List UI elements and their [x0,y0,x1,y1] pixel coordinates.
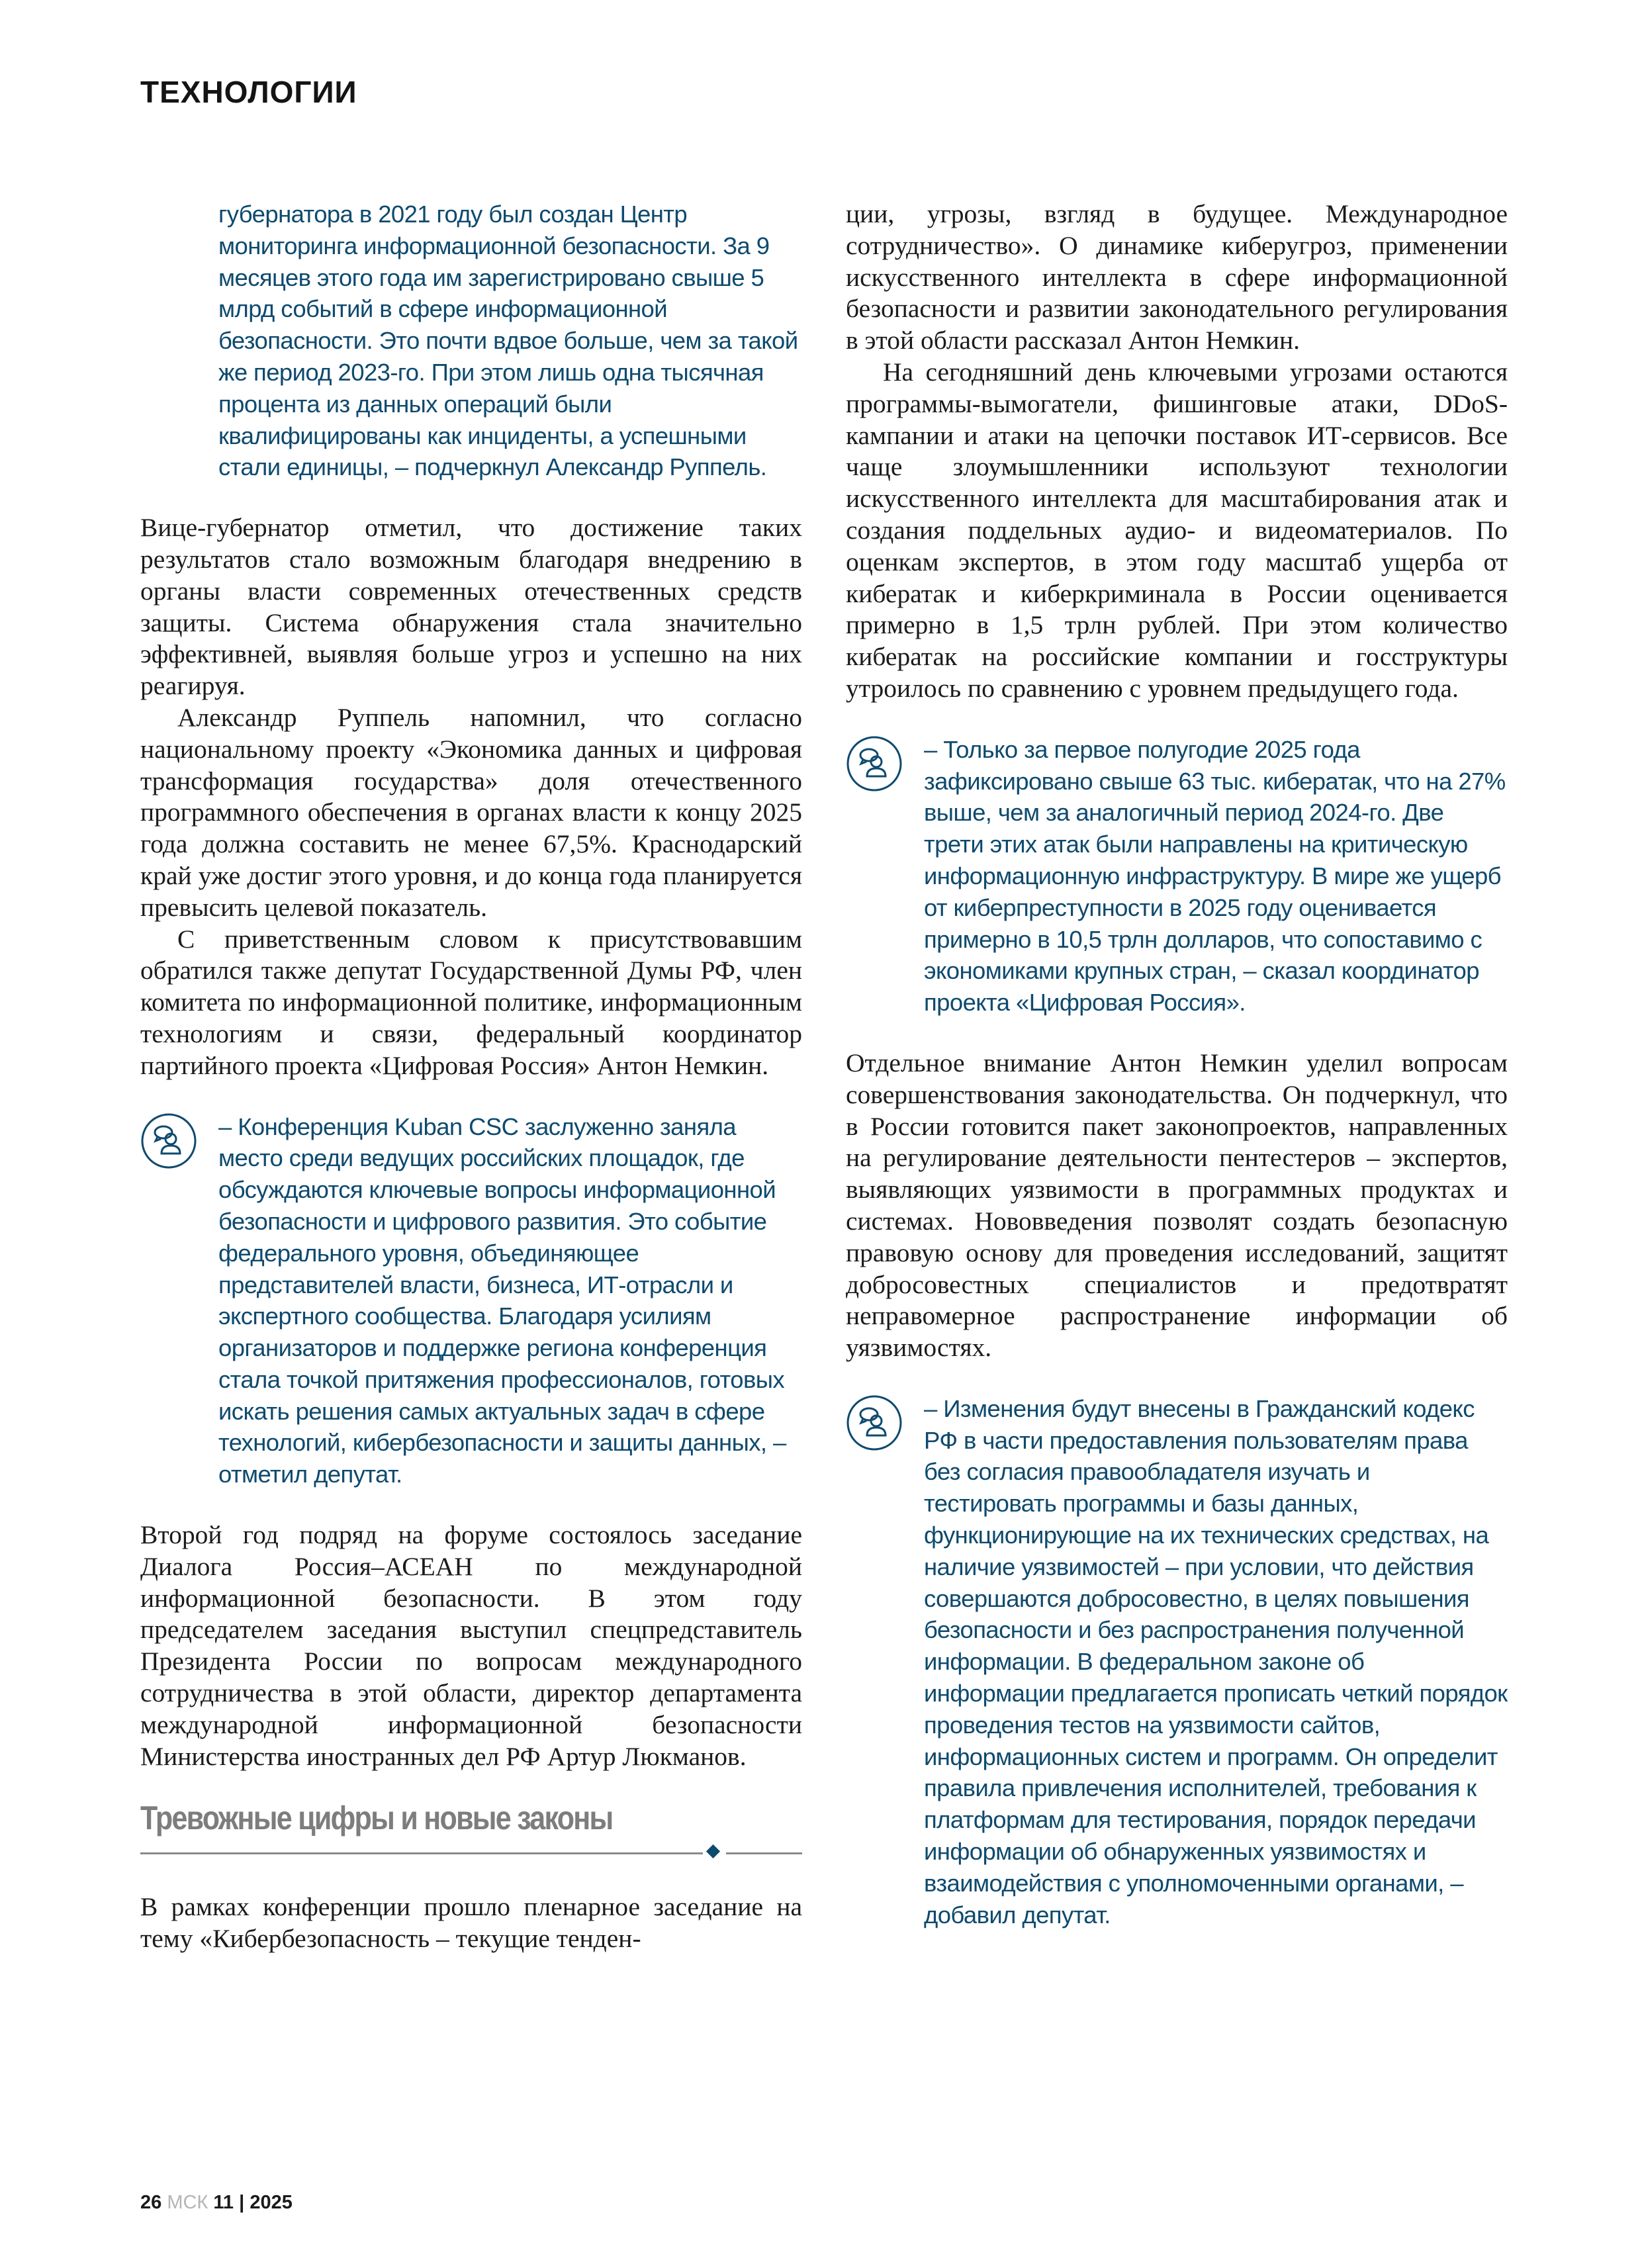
speech-bubble-person-icon [140,1112,197,1169]
quote-text: губернатора в 2021 году был создан Центр мониторинга информационной безопасности. За 9 месяцев этого года им зарегистрировано свыше 5 млрд событий в сфере информационной безопасности. Это почти вдвое больше, чем за такой же период 2023-го. При этом лишь одна тысячная процента из данных операций были квалифицированы как инциденты, а успешными стали единицы, – подчеркнул Александр Руппель. [218,201,798,481]
quote-text: – Только за первое полугодие 2025 года зафиксировано свыше 63 тыс. кибератак, что на 27% выше, чем за аналогичный период 2024-го. Две трети этих атак были направлены на критическую информационную инфраструктуру. В мире же ущерб от киберпреступности в 2025 году оценивается примерно в 10,5 трлн долларов, что сопоставимо с экономиками крупных стран, – сказал координатор проекта «Цифровая Россия». [924,735,1506,1017]
right-column [846,199,1508,1930]
subheading: Тревожные цифры и новые законы [140,1799,613,1837]
speech-bubble-person-icon [846,735,903,792]
paragraph: Александр Руппель напомнил, что согласно национальному проекту «Экономика данных и цифровая трансформация государства» доля отечественного программного обеспечения в органах власти к концу 2025 года должна составить не менее 67,5%. Краснодарский край уже достиг этого уровня, и до конца года планируется превысить целевой показатель. [140,702,802,922]
section-label: ТЕХНОЛОГИИ [140,75,357,109]
quote-text: – Конференция Kuban CSC заслуженно заняла место среди ведущих российских площадок, где обсуждаются ключевые вопросы информационной безопасности и цифрового развития. Это событие федерального уровня, объединяющее представителей власти, бизнеса, ИТ-отрасли и экспертного сообщества. Благодаря усилиям организаторов и поддержке региона конференция стала точкой притяжения профессионалов, готовых искать решения самых актуальных задач в сфере технологий, кибербезопасности и защиты данных, – отметил депутат. [218,1112,786,1488]
diamond-icon [706,1844,720,1858]
paragraph: С приветственным словом к присутствовавшим обратился также депутат Государственной Думы РФ, член комитета по информационной политике, информационным технологиям и связи, федеральный координатор партийного проекта «Цифровая Россия» Антон Немкин. [140,924,802,1080]
paragraph: В рамках конференции прошло пленарное заседание на тему «Кибербезопасность – текущие тенден- [140,1892,802,1954]
paragraph: Второй год подряд на форуме состоялось заседание Диалога Россия–АСЕАН по международной информационной безопасности. В этом году председателем заседания выступил спецпредставитель Президента России по вопросам международного сотрудничества в этой области, директор департамента международной информационной безопасности Министерства иностранных дел РФ Артур Люкманов. [140,1520,802,1771]
paragraph: Отдельное внимание Антон Немкин уделил вопросам совершенствования законодательства. Он подчеркнул, что в России готовится пакет законопроектов, направленных на регулирование деятельности пентестеров – экспертов, выявляющих уязвимости в программных продуктах и системах. Нововведения позволят создать безопасную правовую основу для проведения исследований, защитят добросовестных специалистов и предотвратят неправомерное распространение информации об уязвимостях. [846,1048,1508,1363]
quote-block [846,734,1508,1019]
quote-block [140,1111,802,1491]
magazine-name: МСК [167,2192,208,2213]
separator: | [239,2192,245,2213]
quote-text: – Изменения будут внесены в Гражданский кодекс РФ в части предоставления пользователям права без согласия правообладателя изучать и тестировать программы и базы данных, функционирующие на их технических средствах, на наличие уязвимостей – при условии, что действия совершаются добросовестно, в целях повышения безопасности и без распространения полученной информации. В федеральном законе об информации предлагается прописать четкий порядок проведения тестов на уязвимости сайтов, информационных систем и программ. Он определит правила привлечения исполнителей, требования к платформам для тестирования, порядок передачи информации об обнаруженных уязвимостях и взаимодействия с уполномоченными органами, – добавил депутат. [924,1394,1508,1928]
left-column [140,199,802,1955]
paragraph: На сегодняшний день ключевыми угрозами остаются программы-вымогатели, фишинговые атаки, DDoS-кампании и атаки на цепочки поставок ИТ-сервисов. Все чаще злоумышленники используют технологии искусственного интеллекта для масштабирования атак и создания поддельных аудио- и видеоматериалов. По оценкам экспертов, в этом году масштаб ущерба от кибератак и киберкриминала в России оценивается примерно в 1,5 трлн рублей. При этом количество кибератак на российские компании и госструктуры утроилось по сравнению с уровнем предыдущего года. [846,357,1508,703]
paragraph: Вице-губернатор отметил, что достижение таких результатов стало возможным благодаря внедрению в органы власти современных отечественных средств защиты. Система обнаружения стала значительно эффективней, выявляя больше угроз и успешно на них реагируя. [140,513,802,701]
quote-continued [140,199,802,483]
paragraph: ции, угрозы, взгляд в будущее. Международное сотрудничество». О динамике киберугроз, применении искусственного интеллекта в сфере информационной безопасности и развитии законодательного регулирования в этой области рассказал Антон Немкин. [846,199,1508,355]
page-number: 26 [140,2192,162,2213]
issue-number: 11 [213,2192,234,2213]
quote-block [846,1393,1508,1931]
divider [140,1846,802,1860]
speech-bubble-person-icon [846,1394,903,1451]
subheading-block [140,1799,802,1860]
page-footer [140,2192,293,2214]
issue-year: 2025 [250,2192,293,2213]
